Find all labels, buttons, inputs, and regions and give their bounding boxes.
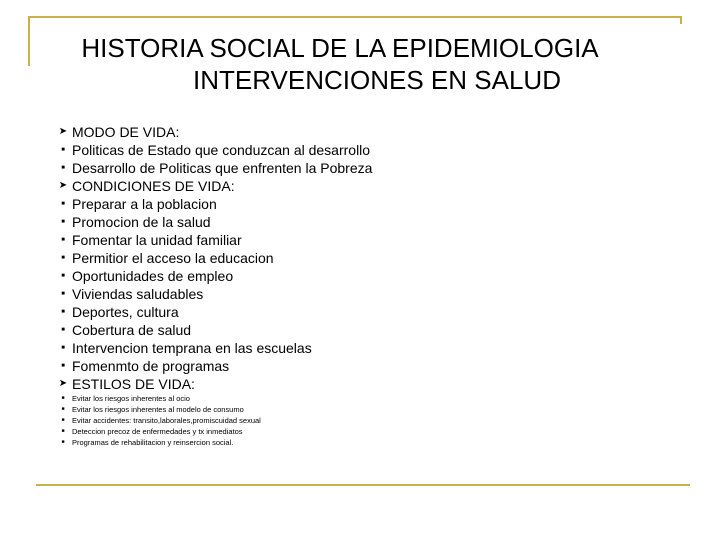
arrow-bullet-icon: ➤ xyxy=(58,126,68,137)
bullet-item xyxy=(58,285,688,303)
bullet-text: Deportes, cultura xyxy=(72,304,179,320)
square-bullet-icon: ■ xyxy=(61,237,65,243)
square-bullet-icon: ■ xyxy=(61,309,65,315)
square-bullet-icon: ■ xyxy=(61,291,65,297)
square-bullet-icon: ■ xyxy=(61,345,65,351)
slide-bullet-list xyxy=(58,123,688,448)
bullet-item xyxy=(58,231,688,249)
bullet-item xyxy=(58,249,688,267)
sub-bullet-text: Evitar accidentes: transito,laborales,promiscuidad sexual xyxy=(72,416,261,425)
slide-title-line-1: HISTORIA SOCIAL DE LA EPIDEMIOLOGIA xyxy=(81,33,599,63)
slide-title xyxy=(0,32,720,96)
bullet-text: Politicas de Estado que conduzcan al desarrollo xyxy=(72,142,371,158)
bullet-item xyxy=(58,141,688,159)
arrow-bullet-icon: ➤ xyxy=(58,180,68,191)
square-bullet-icon: ■ xyxy=(61,147,65,153)
dot-bullet-icon: ■ xyxy=(61,428,65,434)
sub-bullet-item xyxy=(58,393,688,404)
bullet-text: Promocion de la salud xyxy=(72,214,211,230)
bullet-text: Cobertura de salud xyxy=(72,322,192,338)
bullet-item xyxy=(58,177,688,195)
sub-bullet-item xyxy=(58,426,688,437)
dot-bullet-icon: ■ xyxy=(61,439,65,445)
square-bullet-icon: ■ xyxy=(61,201,65,207)
sub-bullet-text: Deteccion precoz de enfermedades y tx inmediatos xyxy=(72,427,243,436)
dot-bullet-icon: ■ xyxy=(61,406,65,412)
bullet-text: ESTILOS DE VIDA: xyxy=(72,376,195,392)
bullet-item xyxy=(58,321,688,339)
bullet-text: Intervencion temprana en las escuelas xyxy=(72,340,312,356)
dot-bullet-icon: ■ xyxy=(61,395,65,401)
square-bullet-icon: ■ xyxy=(61,219,65,225)
bullet-item xyxy=(58,213,688,231)
sub-bullet-item xyxy=(58,415,688,426)
bullet-text: Viviendas saludables xyxy=(72,286,204,302)
square-bullet-icon: ■ xyxy=(61,255,65,261)
bullet-item xyxy=(58,159,688,177)
sub-bullet-text: Programas de rehabilitacion y reinsercion social. xyxy=(72,438,234,447)
bullet-text: Fomentar la unidad familiar xyxy=(72,232,242,248)
square-bullet-icon: ■ xyxy=(61,327,65,333)
square-bullet-icon: ■ xyxy=(61,273,65,279)
bullet-item xyxy=(58,357,688,375)
bullet-item xyxy=(58,303,688,321)
bullet-text: Desarrollo de Politicas que enfrenten la Pobreza xyxy=(72,160,373,176)
bullet-text: MODO DE VIDA: xyxy=(72,124,180,140)
bullet-text: CONDICIONES DE VIDA: xyxy=(72,178,235,194)
frame-bottom-line xyxy=(36,484,690,486)
bullet-text: Oportunidades de empleo xyxy=(72,268,234,284)
frame-top-line xyxy=(28,16,682,18)
sub-bullet-item xyxy=(58,404,688,415)
frame-right-tick xyxy=(680,16,682,24)
bullet-text: Preparar a la poblacion xyxy=(72,196,217,212)
sub-bullet-text: Evitar los riesgos inherentes al modelo de consumo xyxy=(72,405,244,414)
sub-bullet-item xyxy=(58,437,688,448)
square-bullet-icon: ■ xyxy=(61,165,65,171)
bullet-text: Fomenmto de programas xyxy=(72,358,230,374)
bullet-item xyxy=(58,339,688,357)
bullet-item xyxy=(58,195,688,213)
square-bullet-icon: ■ xyxy=(61,363,65,369)
sub-bullet-text: Evitar los riesgos inherentes al ocio xyxy=(72,394,190,403)
bullet-item xyxy=(58,267,688,285)
bullet-text: Permitior el acceso la educacion xyxy=(72,250,274,266)
bullet-item xyxy=(58,123,688,141)
slide-title-line-2: INTERVENCIONES EN SALUD xyxy=(193,65,561,95)
dot-bullet-icon: ■ xyxy=(61,417,65,423)
arrow-bullet-icon: ➤ xyxy=(58,378,68,389)
bullet-item xyxy=(58,375,688,393)
